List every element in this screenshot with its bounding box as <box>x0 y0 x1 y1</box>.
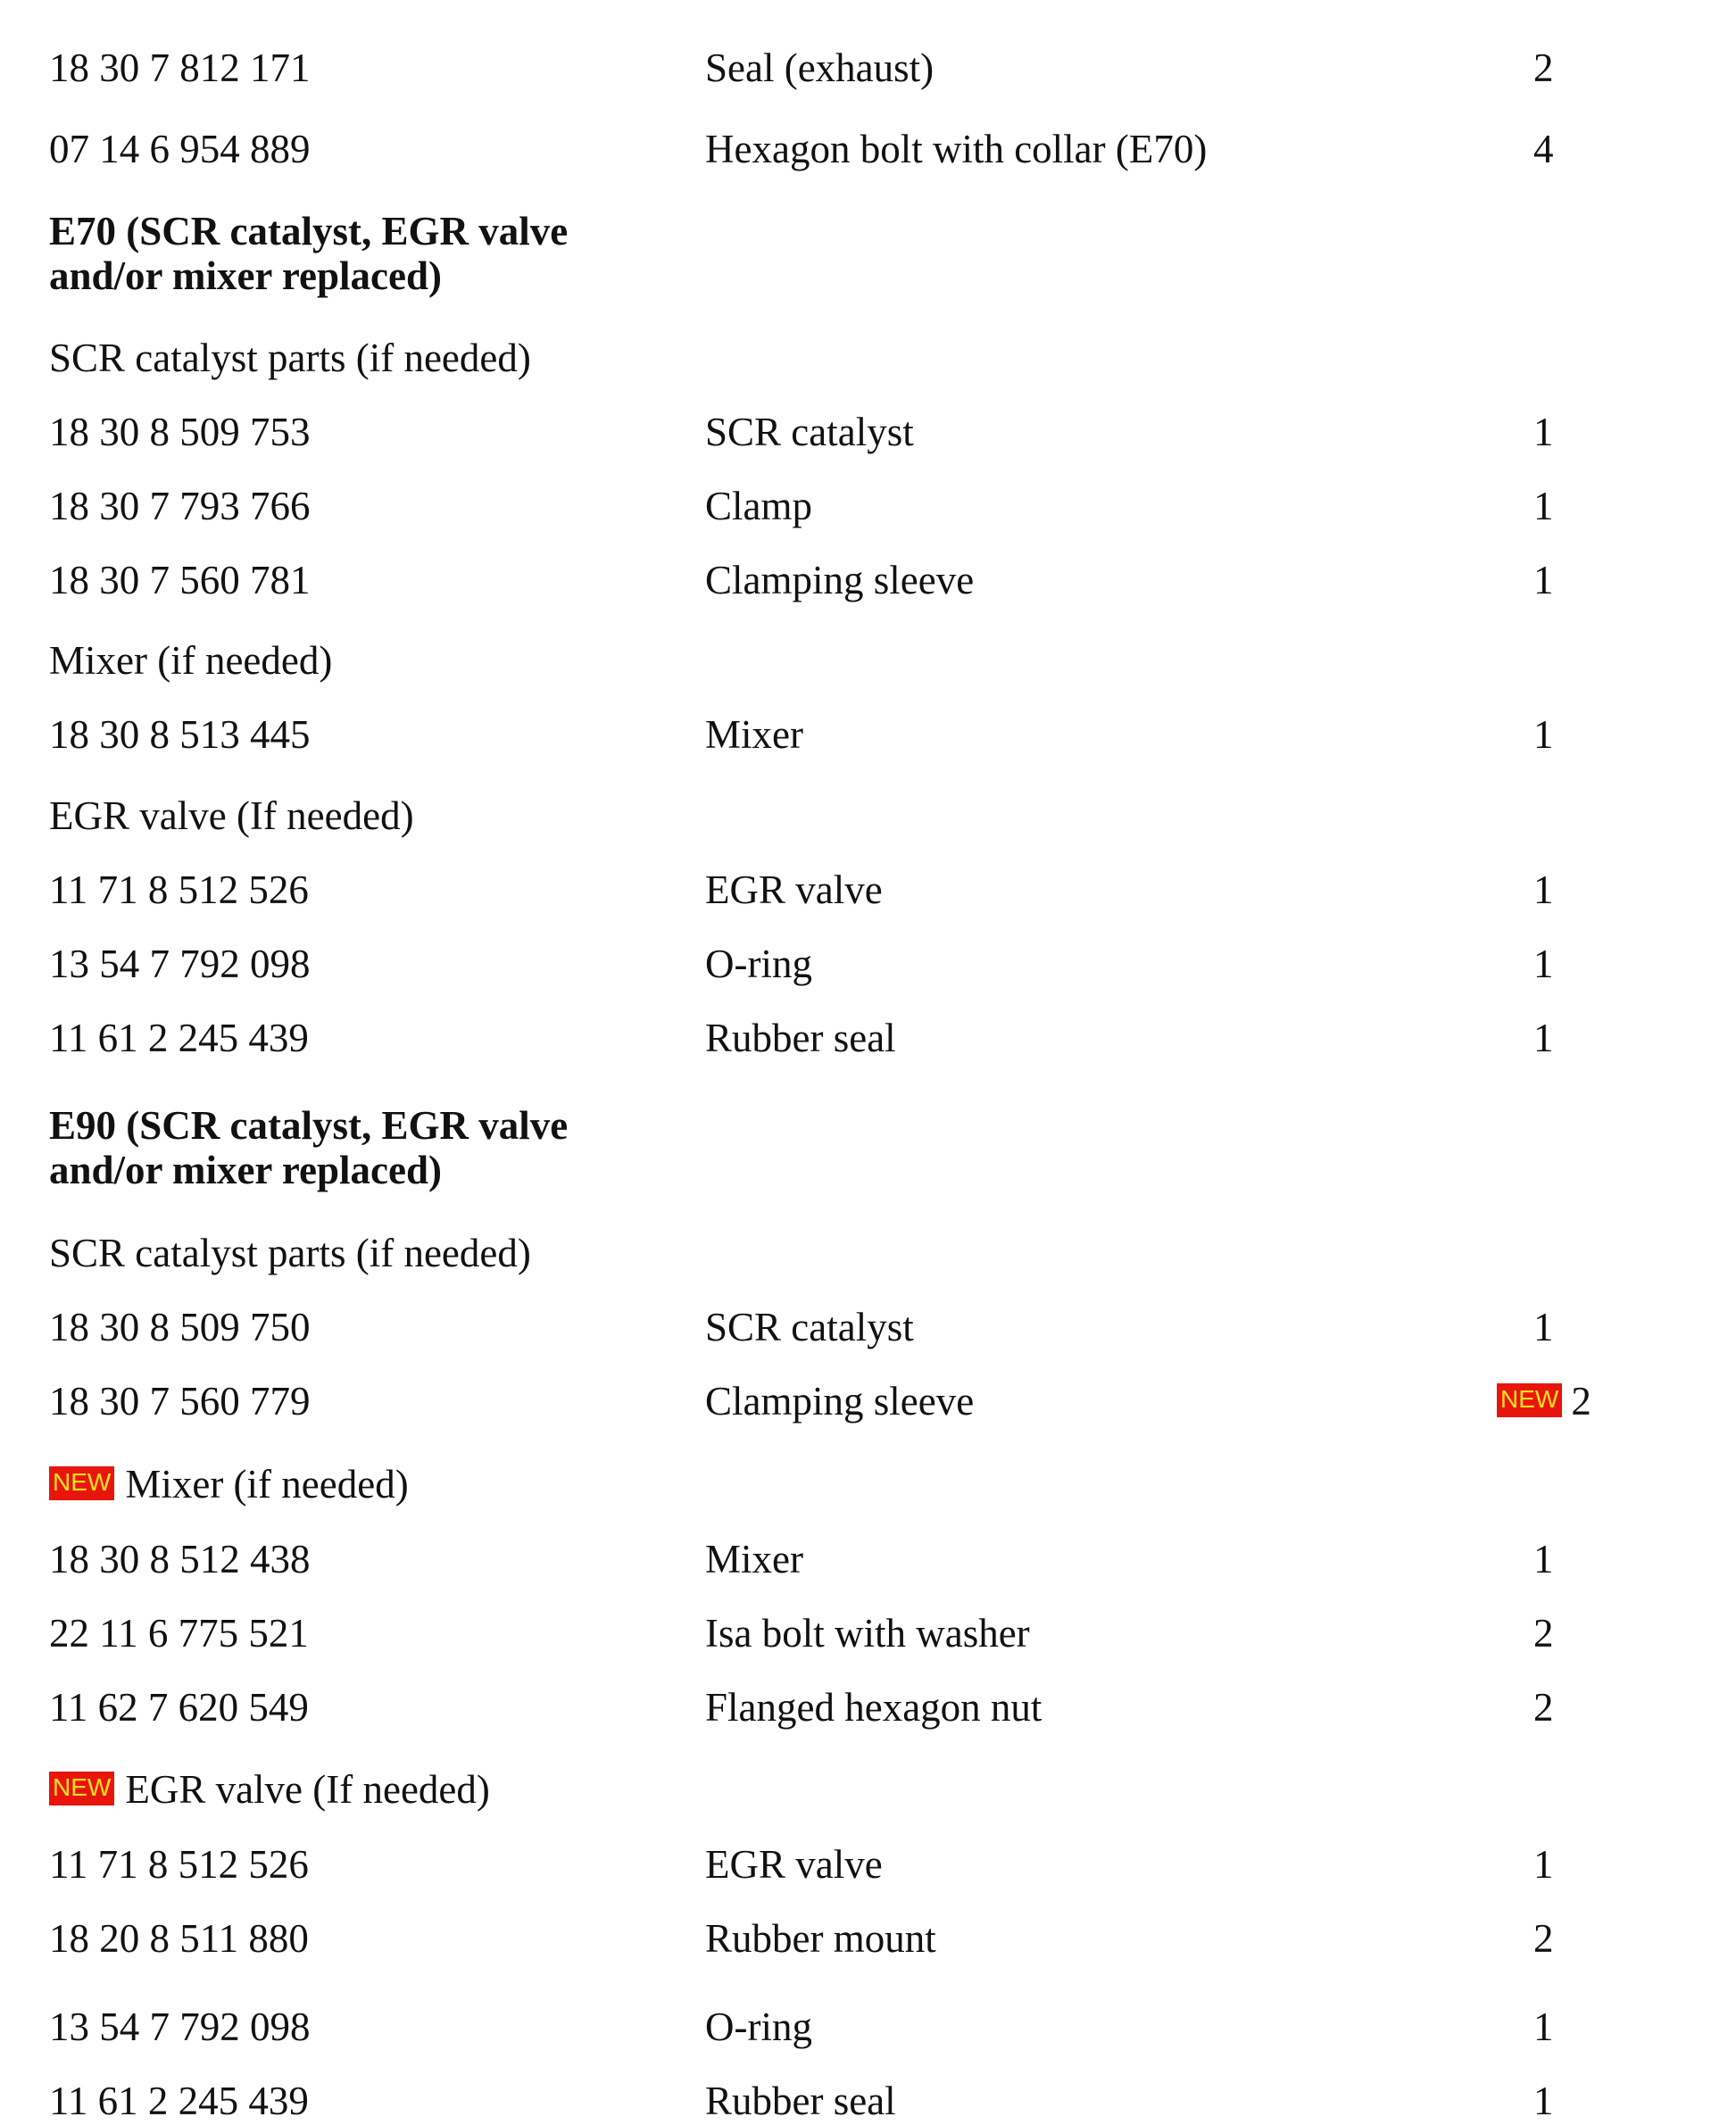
part-description: EGR valve <box>705 867 883 912</box>
part-description: Seal (exhaust) <box>705 46 934 90</box>
part-quantity: 1 <box>1533 1016 1554 1060</box>
part-quantity-cell <box>1497 1378 1591 1424</box>
part-description: Mixer <box>705 712 803 757</box>
part-quantity: 2 <box>1533 1916 1554 1961</box>
part-number: 13 54 7 792 098 <box>49 2005 311 2049</box>
group-label-scr: SCR catalyst parts (if needed) <box>49 336 531 380</box>
part-number: 18 30 7 560 781 <box>49 558 311 602</box>
part-description: SCR catalyst <box>705 410 914 454</box>
part-quantity: 1 <box>1533 410 1554 454</box>
part-number: 18 30 8 512 438 <box>49 1537 311 1581</box>
part-quantity: 2 <box>1533 1611 1554 1656</box>
section-heading-line: E70 (SCR catalyst, EGR valve <box>49 209 569 253</box>
part-description: Rubber seal <box>705 2079 896 2123</box>
group-label-mixer <box>49 1461 409 1507</box>
part-quantity: 1 <box>1533 1537 1554 1581</box>
part-description: Rubber mount <box>705 1916 936 1961</box>
part-quantity: 1 <box>1533 942 1554 986</box>
part-number: 11 61 2 245 439 <box>49 1016 309 1060</box>
part-number: 22 11 6 775 521 <box>49 1611 309 1656</box>
part-description: Flanged hexagon nut <box>705 1685 1042 1730</box>
part-number: 18 30 8 513 445 <box>49 712 311 757</box>
part-description: EGR valve <box>705 1842 883 1887</box>
section-heading-line: E90 (SCR catalyst, EGR valve <box>49 1103 569 1148</box>
part-quantity: 2 <box>1571 1379 1591 1424</box>
group-label-text: EGR valve (If needed) <box>125 1767 490 1812</box>
part-number: 07 14 6 954 889 <box>49 127 311 171</box>
part-description: Clamp <box>705 484 812 528</box>
part-number: 11 71 8 512 526 <box>49 1842 309 1887</box>
part-quantity: 1 <box>1533 2005 1554 2049</box>
part-description: O-ring <box>705 942 812 986</box>
part-quantity: 1 <box>1533 558 1554 602</box>
section-heading-e70 <box>49 209 568 298</box>
part-description: Clamping sleeve <box>705 558 975 602</box>
part-number: 18 20 8 511 880 <box>49 1916 309 1961</box>
part-description: Mixer <box>705 1537 803 1581</box>
part-number: 13 54 7 792 098 <box>49 942 311 986</box>
part-description: Isa bolt with washer <box>705 1611 1030 1656</box>
part-description: SCR catalyst <box>705 1305 914 1349</box>
part-description: Hexagon bolt with collar (E70) <box>705 127 1208 171</box>
part-quantity: 2 <box>1533 46 1554 90</box>
part-description: O-ring <box>705 2005 812 2049</box>
part-quantity: 2 <box>1533 1685 1554 1730</box>
part-number: 18 30 7 560 779 <box>49 1379 311 1424</box>
part-number: 18 30 8 509 753 <box>49 410 311 454</box>
part-number: 18 30 8 509 750 <box>49 1305 311 1349</box>
part-description: Rubber seal <box>705 1016 896 1060</box>
group-label-egr: EGR valve (If needed) <box>49 793 414 838</box>
part-number: 11 62 7 620 549 <box>49 1685 309 1730</box>
new-badge: NEW <box>1497 1383 1562 1417</box>
group-label-egr <box>49 1766 490 1813</box>
part-number: 11 71 8 512 526 <box>49 867 309 912</box>
group-label-scr: SCR catalyst parts (if needed) <box>49 1231 531 1275</box>
part-quantity: 1 <box>1533 1842 1554 1887</box>
part-number: 11 61 2 245 439 <box>49 2079 309 2123</box>
part-number: 18 30 7 793 766 <box>49 484 311 528</box>
new-badge: NEW <box>49 1772 114 1805</box>
part-quantity: 1 <box>1533 712 1554 757</box>
part-quantity: 1 <box>1533 1305 1554 1349</box>
section-heading-line: and/or mixer replaced) <box>49 253 442 298</box>
part-number: 18 30 7 812 171 <box>49 46 311 90</box>
group-label-mixer: Mixer (if needed) <box>49 638 333 683</box>
part-quantity: 4 <box>1533 127 1554 171</box>
part-quantity: 1 <box>1533 2079 1554 2123</box>
part-quantity: 1 <box>1533 484 1554 528</box>
section-heading-e90 <box>49 1103 568 1192</box>
section-heading-line: and/or mixer replaced) <box>49 1148 442 1192</box>
part-quantity: 1 <box>1533 867 1554 912</box>
group-label-text: Mixer (if needed) <box>125 1462 409 1507</box>
new-badge: NEW <box>49 1466 114 1500</box>
part-description: Clamping sleeve <box>705 1379 975 1424</box>
